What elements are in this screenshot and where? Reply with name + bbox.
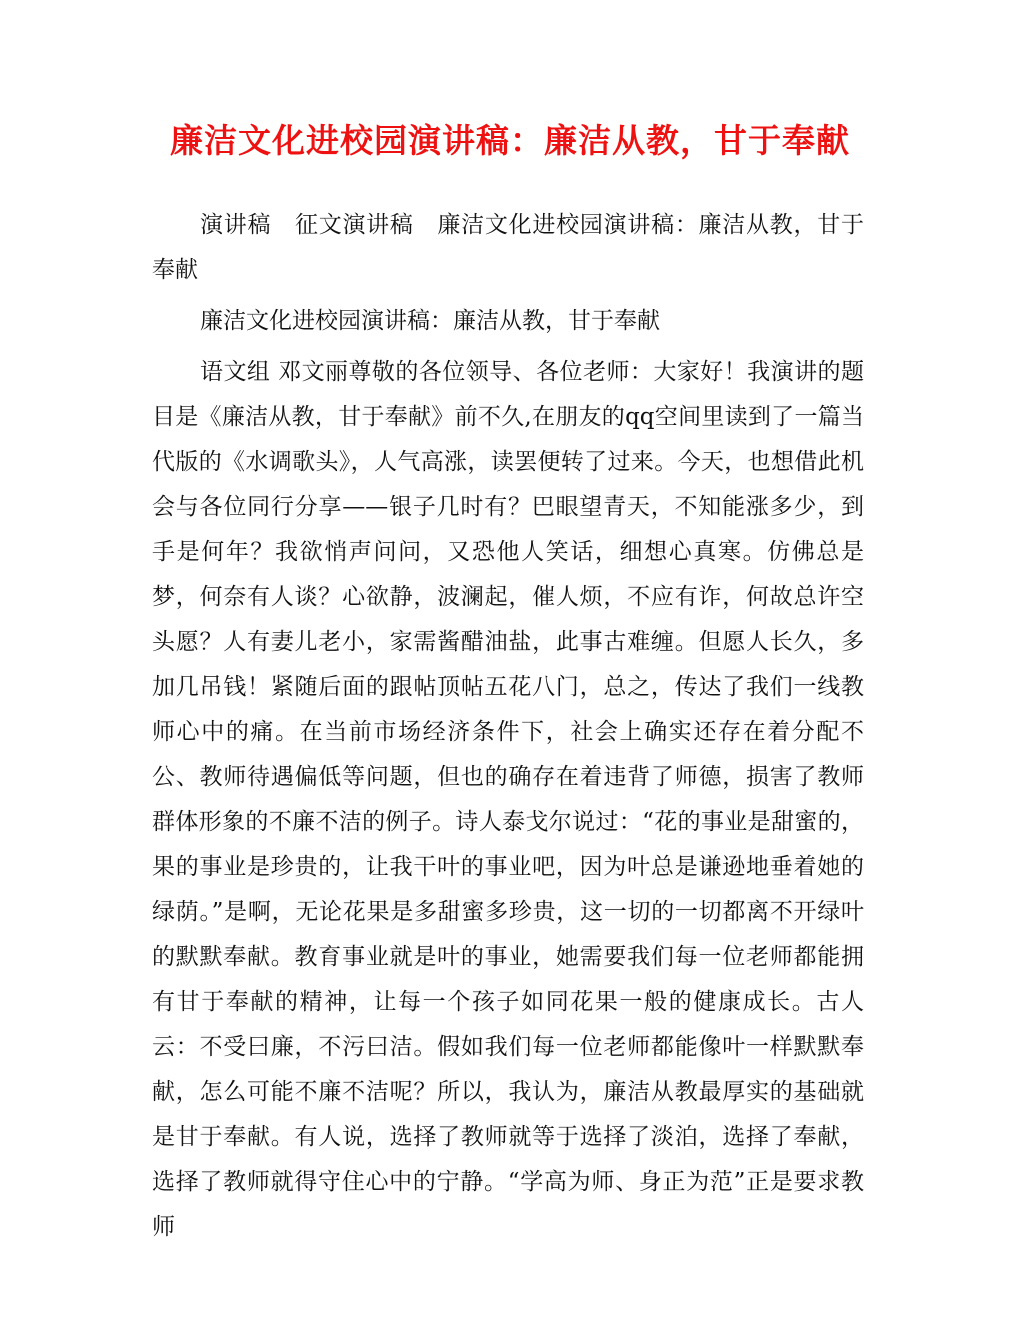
paragraph-tags: 演讲稿 征文演讲稿 廉洁文化进校园演讲稿：廉洁从教，甘于奉献 xyxy=(152,212,864,283)
document-title: 廉洁文化进校园演讲稿：廉洁从教，甘于奉献 xyxy=(170,121,850,160)
paragraph-subtitle: 廉洁文化进校园演讲稿：廉洁从教，甘于奉献 xyxy=(200,308,660,334)
document-body xyxy=(152,203,864,1250)
paragraph-main: 语文组 邓文丽尊敬的各位领导、各位老师：大家好！我演讲的题目是《廉洁从教，甘于奉献》前不久,在朋友的qq空间里读到了一篇当代版的《水调歌头》，人气高涨，读罢便转了过来。今天，也想借此机会与各位同行分享——银子几时有？巴眼望青天，不知能涨多少，到手是何年？我欲悄声问问，又恐他人笑话，细想心真寒。仿佛总是梦，何奈有人谈？心欲静，波澜起，催人烦，不应有诈，何故总许空头愿？人有妻儿老小，家需酱醋油盐，此事古难缠。但愿人长久，多加几吊钱！紧随后面的跟帖顶帖五花八门，总之，传达了我们一线教师心中的痛。在当前市场经济条件下，社会上确实还存在着分配不公、教师待遇偏低等问题，但也的确存在着违背了师德，损害了教师群体形象的不廉不洁的例子。诗人泰戈尔说过：“花的事业是甜蜜的，果的事业是珍贵的，让我干叶的事业吧，因为叶总是谦逊地垂着她的绿荫。”是啊，无论花果是多甜蜜多珍贵，这一切的一切都离不开绿叶的默默奉献。教育事业就是叶的事业，她需要我们每一位老师都能拥有甘于奉献的精神，让每一个孩子如同花果一般的健康成长。古人云：不受曰廉，不污曰洁。假如我们每一位老师都能像叶一样默默奉献，怎么可能不廉不洁呢？所以，我认为，廉洁从教最厚实的基础就是甘于奉献。有人说，选择了教师就等于选择了淡泊，选择了奉献，选择了教师就得守住心中的宁静。“学高为师、身正为范”正是要求教师 xyxy=(152,359,864,1240)
